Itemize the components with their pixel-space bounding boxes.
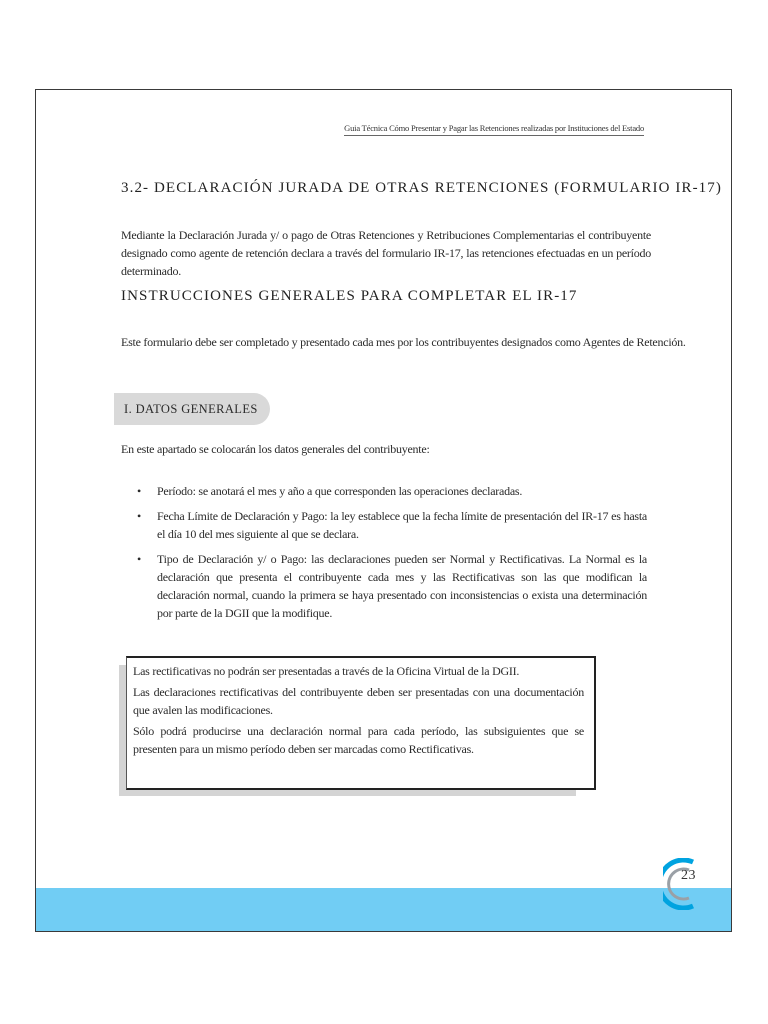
- page-number-circle-icon: [663, 858, 699, 910]
- datos-generales-label: I. DATOS GENERALES: [114, 393, 270, 425]
- note-box: [126, 656, 596, 790]
- note-line: Las rectificativas no podrán ser presentadas a través de la Oficina Virtual de la DGII.: [133, 664, 520, 678]
- datos-generales-list: [121, 482, 647, 629]
- list-item-text: Período: se anotará el mes y año a que corresponden las operaciones declaradas.: [157, 484, 523, 498]
- list-item: [121, 482, 647, 500]
- document-page: [35, 89, 732, 932]
- list-item-text: Fecha Límite de Declaración y Pago: la ley establece que la fecha límite de presentación del IR-17 es hasta el día 10 del mes siguiente al que se declara.: [157, 509, 647, 541]
- section-title: 3.2- DECLARACIÓN JURADA DE OTRAS RETENCIONES (FORMULARIO IR-17): [121, 180, 722, 196]
- datos-generales-intro: En este apartado se colocarán los datos generales del contribuyente:: [121, 442, 430, 456]
- note-line: Las declaraciones rectificativas del contribuyente deben ser presentadas con una documentación que avalen las modificaciones.: [133, 685, 584, 717]
- footer-band: [36, 888, 731, 931]
- instructions-title: INSTRUCCIONES GENERALES PARA COMPLETAR EL IR-17: [121, 288, 578, 304]
- list-item-text: Tipo de Declaración y/ o Pago: las declaraciones pueden ser Normal y Rectificativas. La Normal es la declaración que presenta el contribuyente cada mes y las Rectificativas son las que modifican la declaración normal, cuando la primera se haya presentado con inconsistencias o exista una determinación por parte de la DGII que la modifique.: [157, 552, 647, 620]
- list-item: [121, 507, 647, 543]
- bullet-icon: •: [137, 509, 141, 523]
- note-line: Sólo podrá producirse una declaración normal para cada período, las subsiguientes que se presenten para un mismo período deben ser marcadas como Rectificativas.: [133, 724, 584, 756]
- list-item: [121, 550, 647, 622]
- running-header: Guia Técnica Cómo Presentar y Pagar las Retenciones realizadas por Instituciones del Estado: [344, 123, 644, 136]
- bullet-icon: •: [137, 552, 141, 566]
- intro-paragraph: Mediante la Declaración Jurada y/ o pago de Otras Retenciones y Retribuciones Complementarias el contribuyente designado como agente de retención declara a través del formulario IR-17, las retenciones efectuadas en un período determinado.: [121, 228, 651, 278]
- bullet-icon: •: [137, 484, 141, 498]
- page-number: 23: [681, 868, 696, 883]
- instructions-paragraph: Este formulario debe ser completado y presentado cada mes por los contribuyentes designados como Agentes de Retención.: [121, 335, 686, 349]
